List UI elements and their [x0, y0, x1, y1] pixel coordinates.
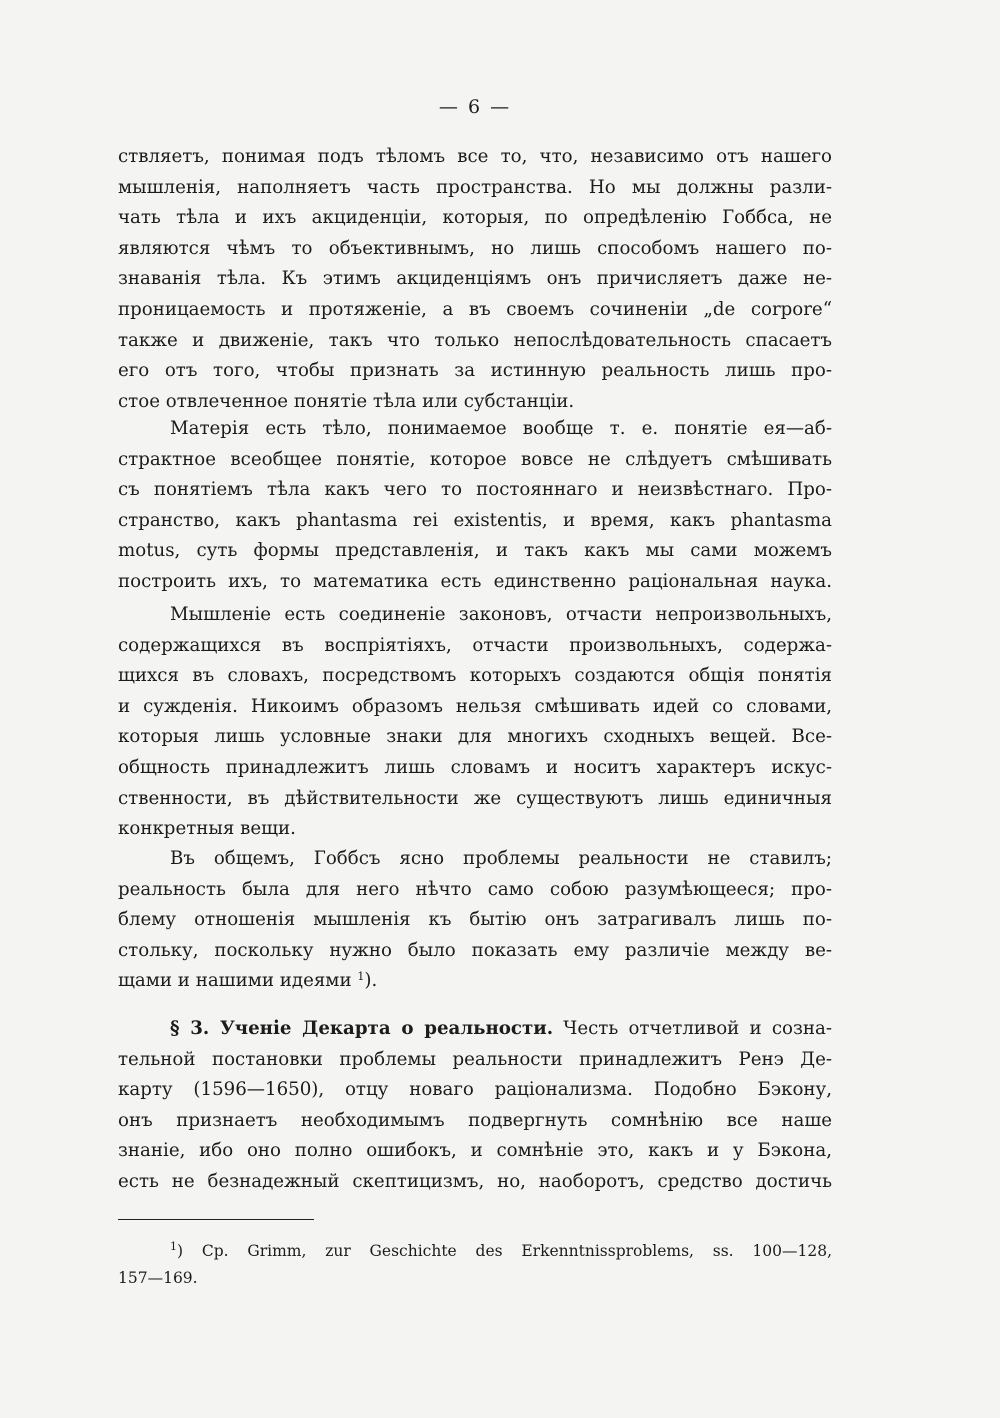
text-line-tail: ).	[364, 970, 378, 992]
text-line: онъ признаетъ необходимымъ подвергнуть сомнѣнію все наше	[118, 1109, 832, 1131]
text-line: конкретныя вещи.	[118, 818, 296, 840]
text-line: motus, суть формы представленія, и такъ какъ мы сами можемъ	[118, 540, 832, 562]
text-line: и сужденія. Никоимъ образомъ нельзя смѣшивать идей со словами,	[118, 695, 832, 717]
text-line: ственности, въ дѣйствительности же существуютъ лишь единичныя	[118, 787, 832, 809]
footnote-text: ) Ср. Grimm, zur Geschichte des Erkenntnissproblems, ss. 100—128,	[177, 1242, 832, 1260]
text-line: Мышленіе есть соединеніе законовъ, отчасти непроизвольныхъ,	[170, 604, 832, 625]
text-line: являются чѣмъ то объективнымъ, но лишь способомъ нашего по-	[118, 237, 832, 259]
text-line: которыя лишь условные знаки для многихъ сходныхъ вещей. Все-	[118, 726, 832, 748]
text-line: построить ихъ, то математика есть единственно раціональная наука.	[118, 570, 832, 592]
text-line: знаванія тѣла. Къ этимъ акциденціямъ онъ причисляетъ даже не-	[118, 268, 832, 290]
text-line: страктное всеобщее понятіе, которое вовсе не слѣдуетъ смѣшивать	[118, 448, 832, 470]
text-line	[118, 966, 832, 997]
text-line-body: щами и нашими идеями	[118, 970, 352, 992]
text-line: тельной постановки проблемы реальности принадлежитъ Ренэ Де-	[118, 1048, 832, 1070]
text-line: есть не безнадежный скептицизмъ, но, наоборотъ, средство достичь	[118, 1170, 832, 1192]
text-line: проницаемость и протяженіе, а въ своемъ сочиненіи „de corpore“	[118, 298, 832, 320]
text-line: мышленія, наполняетъ часть пространства. Но мы должны разли-	[118, 176, 832, 198]
text-line: общность принадлежитъ лишь словамъ и носитъ характеръ искус-	[118, 756, 832, 778]
text-line: стольку, поскольку нужно было показать ему различіе между ве-	[118, 939, 832, 961]
text-line: Въ общемъ, Гоббсъ ясно проблемы реальности не ставилъ;	[170, 848, 832, 869]
text-line: также и движеніе, такъ что только непослѣдовательность спасаетъ	[118, 329, 832, 351]
section-descartes	[118, 1014, 832, 1198]
text-line: странство, какъ phantasma rei existentis, и время, какъ phantasma	[118, 509, 832, 531]
paragraph-hobbes-bodies	[118, 142, 832, 417]
text-line-body: Честь отчетливой и созна-	[553, 1018, 832, 1039]
footnote	[118, 1238, 832, 1292]
paragraph-thinking	[118, 600, 832, 845]
paragraph-matter	[118, 414, 832, 598]
text-line: ствляетъ, понимая подъ тѣломъ все то, что, независимо отъ нашего	[118, 146, 832, 167]
text-line: содержащихся въ воспріятіяхъ, отчасти произвольныхъ, содержа-	[118, 634, 832, 656]
text-line: карту (1596—1650), отцу новаго раціонализма. Подобно Бэкону,	[118, 1079, 832, 1101]
footnote-line	[118, 1238, 832, 1265]
footnote-mark: 1	[170, 1240, 177, 1253]
text-line: стое отвлеченное понятіе тѣла или субстанціи.	[118, 390, 575, 412]
text-line: чать тѣла и ихъ акциденціи, которыя, по опредѣленію Гоббса, не	[118, 207, 832, 229]
text-line: реальность была для него нѣчто само собою разумѣющееся; про-	[118, 878, 832, 900]
section-heading: § 3. Ученіе Декарта о реальности.	[170, 1018, 554, 1039]
text-line	[118, 1014, 832, 1045]
text-line: съ понятіемъ тѣла какъ чего то постояннаго и неизвѣстнаго. Про-	[118, 479, 832, 501]
text-line: Матерія есть тѣло, понимаемое вообще т. е. понятіе ея—аб-	[170, 418, 832, 439]
text-line: щихся въ словахъ, посредствомъ которыхъ создаются общія понятія	[118, 665, 832, 687]
footnote-line: 157—169.	[118, 1269, 198, 1287]
text-line: знаніе, ибо оно полно ошибокъ, и сомнѣніе это, какъ и у Бэкона,	[118, 1140, 832, 1162]
footnote-divider	[118, 1219, 314, 1220]
text-line: блему отношенія мышленія къ бытію онъ затрагивалъ лишь по-	[118, 909, 832, 931]
page-number: — 6 —	[438, 96, 512, 118]
text-line: его отъ того, чтобы признать за истинную реальность лишь про-	[118, 360, 832, 382]
footnote-reference: 1	[357, 970, 365, 984]
paragraph-summary	[118, 844, 832, 997]
